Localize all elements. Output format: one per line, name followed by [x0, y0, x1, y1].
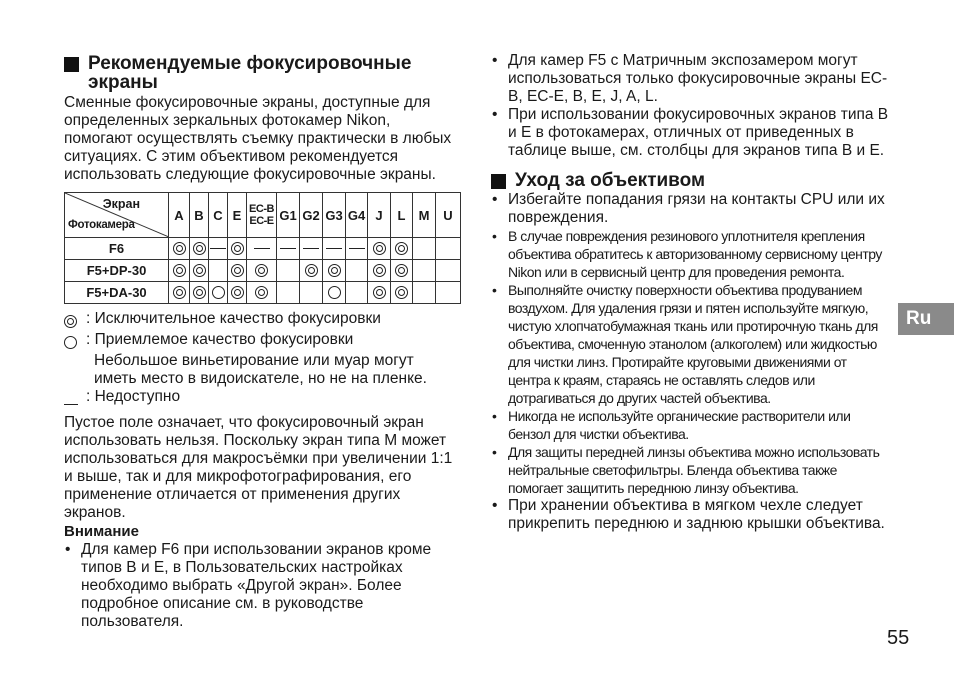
- double-circle-icon: [373, 242, 386, 255]
- list-item: • При использовании фокусировочных экранов типа B и E в фотокамерах, отличных от приведенных в таблице выше, см. столбцы для экранов типа B и E.: [491, 106, 891, 160]
- table-cell: [346, 260, 368, 282]
- table-cell: [228, 260, 247, 282]
- dash-icon: [210, 248, 226, 249]
- table-cell: [300, 260, 323, 282]
- column-header: M: [413, 193, 436, 238]
- square-bullet-icon: [64, 57, 79, 72]
- table-cell: [169, 238, 190, 260]
- table-cell: [300, 238, 323, 260]
- dash-icon: [280, 248, 296, 249]
- table-corner-header: [65, 193, 169, 238]
- double-circle-icon: [231, 286, 244, 299]
- list-item: • Выполняйте очистку поверхности объектива продуванием воздухом. Для удаления грязи и пятен используйте мягкую, чистую хлопчатобумажная ткань или протирочную ткань для объектива, смоченную этанолом (алкоголем) или жидкостью для чистки линз. Протирайте круговыми движениями от центра к краям, стараясь не оставлять следов или дотрагиваться до других частей объектива.: [491, 281, 891, 407]
- table-cell: [413, 238, 436, 260]
- table-cell: [346, 238, 368, 260]
- square-bullet-icon: [491, 174, 506, 189]
- circle-icon: [328, 286, 341, 299]
- double-circle-icon: [193, 286, 206, 299]
- camera-label: Фотокамера: [68, 219, 135, 231]
- note-title: Внимание: [64, 523, 139, 540]
- table-cell: [368, 282, 391, 304]
- column-header: G2: [300, 193, 323, 238]
- list-item: • Для защиты передней линзы объектива можно использовать нейтральные светофильтры. Бленда объектива также помогает защитить переднюю линзу объектива.: [491, 443, 891, 497]
- list-item: • Избегайте попадания грязи на контакты CPU или их повреждения.: [491, 191, 891, 227]
- double-circle-icon: [173, 264, 186, 277]
- section-heading-screens: [64, 54, 460, 92]
- list-item: • Для камер F6 при использовании экранов кроме типов B и E, в Пользовательских настройках необходимо выбрать «Другой экран». Более подробное описание см. в руководстве пользователя.: [64, 541, 460, 631]
- column-header: L: [391, 193, 413, 238]
- table-row: [65, 282, 461, 304]
- double-circle-icon: [231, 242, 244, 255]
- note-list: [64, 541, 460, 631]
- table-cell: [436, 282, 461, 304]
- table-cell: [391, 260, 413, 282]
- table-cell: [436, 260, 461, 282]
- legend-acceptable: [64, 331, 460, 352]
- table-cell: [323, 260, 346, 282]
- table-cell: [209, 238, 228, 260]
- dash-icon: [254, 248, 270, 249]
- legend-excellent-text: : Исключительное качество фокусировки: [86, 310, 381, 327]
- camera-notes-list: [491, 52, 891, 160]
- table-cell: [228, 282, 247, 304]
- column-header: E: [228, 193, 247, 238]
- double-circle-icon: [231, 264, 244, 277]
- table-cell: [277, 282, 300, 304]
- camera-cell: F6: [65, 238, 169, 260]
- legend-unavailable-text: : Недоступно: [86, 388, 181, 405]
- double-circle-icon: [173, 242, 186, 255]
- table-cell: [368, 238, 391, 260]
- table-cell: [190, 282, 209, 304]
- double-circle-icon: [193, 264, 206, 277]
- column-header: C: [209, 193, 228, 238]
- table-cell: [413, 260, 436, 282]
- table-row: [65, 238, 461, 260]
- double-circle-icon: [373, 286, 386, 299]
- table-cell: [247, 260, 277, 282]
- section-heading-lens-care: [491, 171, 891, 190]
- focusing-screen-table: [64, 192, 461, 304]
- dash-icon: [326, 248, 342, 249]
- table-cell: [300, 282, 323, 304]
- list-item: • При хранении объектива в мягком чехле следует прикрепить переднюю и заднюю крышки объектива.: [491, 497, 891, 533]
- table-cell: [391, 282, 413, 304]
- right-column: [491, 52, 891, 533]
- column-header: [247, 193, 277, 238]
- column-header-line: EC-E: [249, 215, 274, 227]
- table-cell: [247, 282, 277, 304]
- dash-icon: [303, 248, 319, 249]
- legend-unavailable: [64, 388, 460, 414]
- page-number: 55: [887, 627, 910, 649]
- column-header: G1: [277, 193, 300, 238]
- heading-text: Уход за объективом: [515, 170, 706, 191]
- double-circle-icon: [395, 286, 408, 299]
- language-tab: Ru: [898, 303, 954, 335]
- table-cell: [277, 238, 300, 260]
- heading-text: Рекомендуемые фокусировочные экраны: [88, 53, 412, 93]
- table-cell: [413, 282, 436, 304]
- column-header: A: [169, 193, 190, 238]
- column-header: G3: [323, 193, 346, 238]
- table-cell: [323, 282, 346, 304]
- double-circle-icon: [395, 264, 408, 277]
- table-cell: [346, 282, 368, 304]
- camera-cell: F5+DA-30: [65, 282, 169, 304]
- double-circle-icon: [395, 242, 408, 255]
- double-circle-icon: [305, 264, 318, 277]
- table-cell: [228, 238, 247, 260]
- table-row: [65, 260, 461, 282]
- left-column: [64, 54, 460, 631]
- legend-acceptable-text: : Приемлемое качество фокусировки: [86, 331, 354, 348]
- table-cell: [247, 238, 277, 260]
- double-circle-icon: [255, 264, 268, 277]
- dash-icon: [64, 404, 78, 405]
- table-cell: [323, 238, 346, 260]
- table-cell: [169, 282, 190, 304]
- column-header-line: EC-B: [249, 203, 274, 215]
- list-item: • Никогда не используйте органические растворители или бензол для чистки объектива.: [491, 407, 891, 443]
- table-cell: [190, 238, 209, 260]
- column-header: U: [436, 193, 461, 238]
- list-item: • В случае повреждения резинового уплотнителя крепления объектива обратитесь к авторизованному сервисному центру Nikon или в сервисный центр для проведения ремонта.: [491, 227, 891, 281]
- double-circle-icon: [64, 315, 77, 328]
- column-header: B: [190, 193, 209, 238]
- table-cell: [391, 238, 413, 260]
- double-circle-icon: [373, 264, 386, 277]
- circle-icon: [212, 286, 225, 299]
- table-cell: [190, 260, 209, 282]
- intro-paragraph: Сменные фокусировочные экраны, доступные для определенных зеркальных фотокамер Nikon, помогают осуществлять съемку практически в любых ситуациях. С этим объективом рекомендуется использовать следующие фокусировочные экраны.: [64, 94, 452, 183]
- column-header: J: [368, 193, 391, 238]
- usage-paragraph: Пустое поле означает, что фокусировочный экран использовать нельзя. Поскольку экран типа M может использоваться для макросъёмки при увеличении 1:1 и выше, так и для микрофотографирования, его применение отличается от применения других экранов.: [64, 414, 453, 521]
- list-item: • Для камер F5 с Матричным экспозамером могут использоваться только фокусировочные экраны EC-B, EC-E, B, E, J, A, L.: [491, 52, 891, 106]
- circle-icon: [64, 336, 77, 349]
- double-circle-icon: [328, 264, 341, 277]
- lens-care-list: [491, 191, 891, 533]
- double-circle-icon: [173, 286, 186, 299]
- table-cell: [209, 260, 228, 282]
- table-cell: [209, 282, 228, 304]
- double-circle-icon: [193, 242, 206, 255]
- table-cell: [277, 260, 300, 282]
- table-cell: [169, 260, 190, 282]
- legend-acceptable-note: Небольшое виньетирование или муар могут иметь место в видоискателе, но не на пленке.: [94, 352, 427, 387]
- screen-label: Экран: [102, 197, 140, 211]
- legend-excellent: [64, 310, 460, 331]
- double-circle-icon: [255, 286, 268, 299]
- column-header: G4: [346, 193, 368, 238]
- dash-icon: [349, 248, 365, 249]
- table-cell: [436, 238, 461, 260]
- camera-cell: F5+DP-30: [65, 260, 169, 282]
- table-cell: [368, 260, 391, 282]
